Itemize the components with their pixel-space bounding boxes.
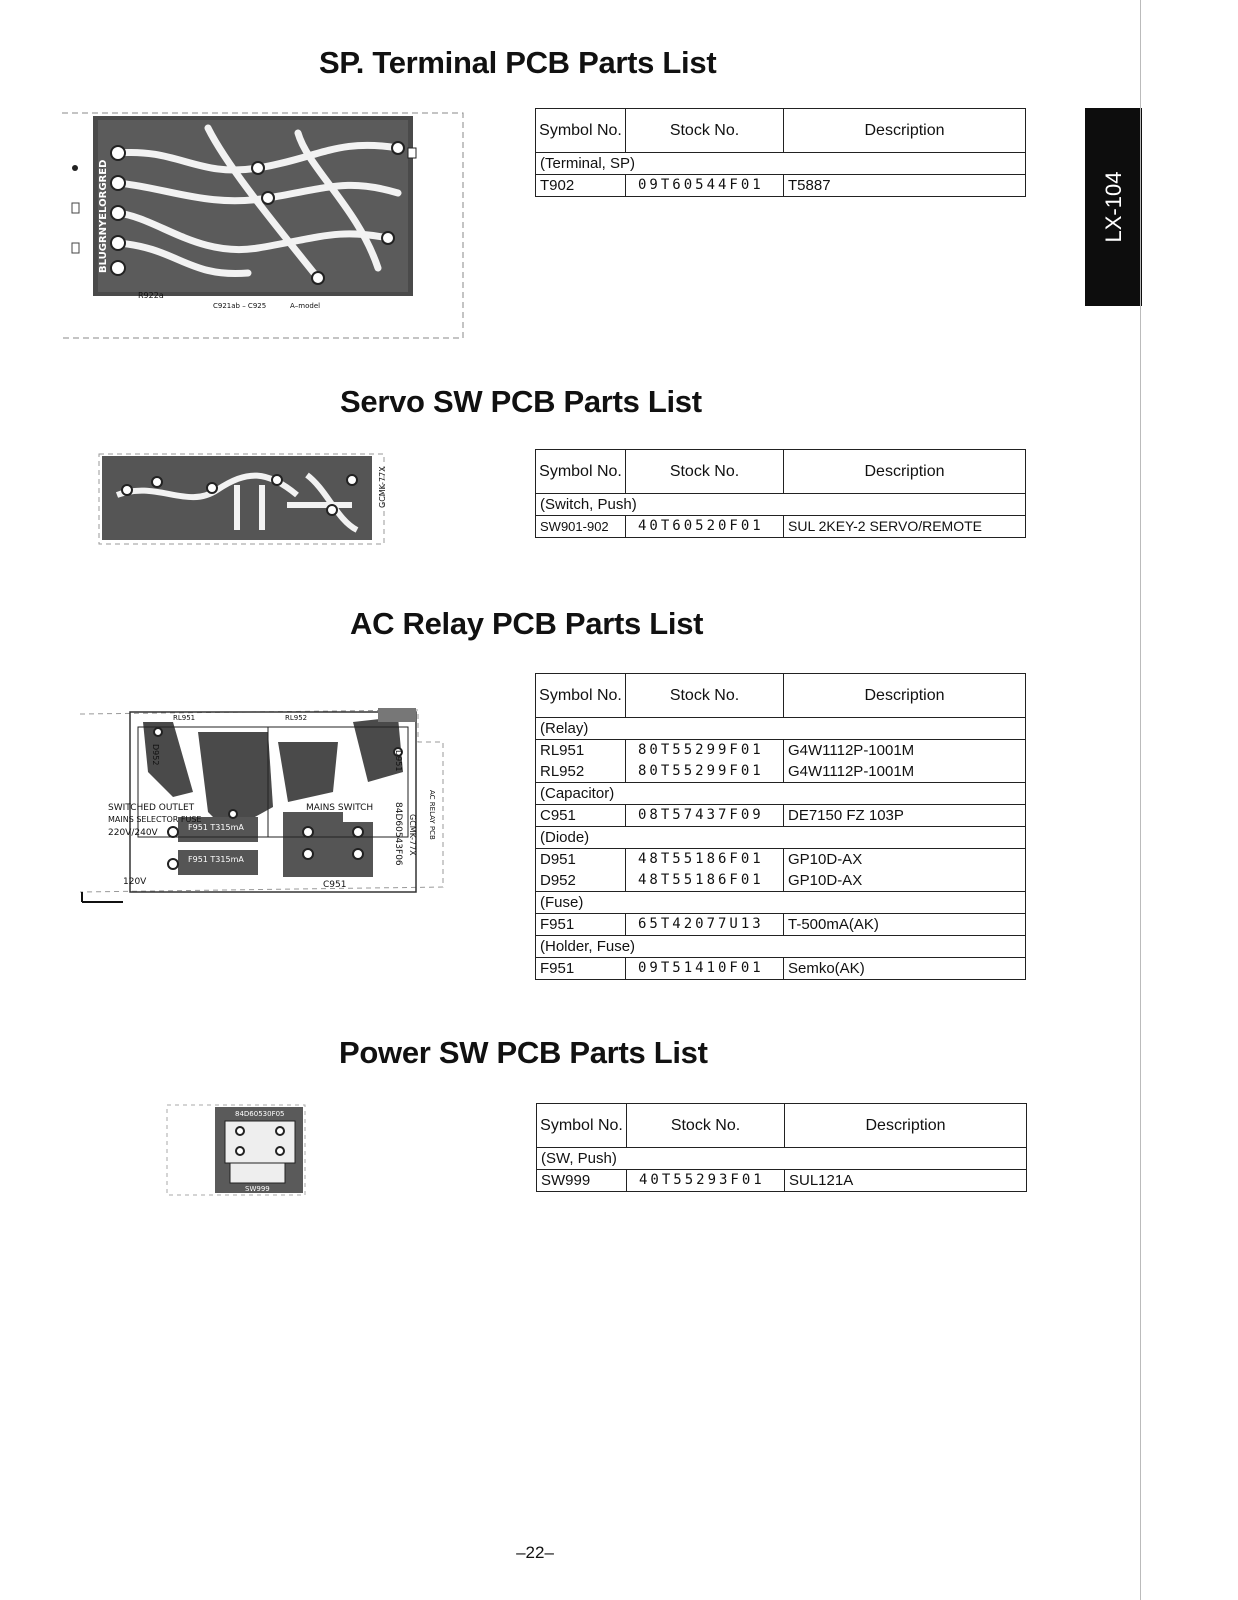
cell-stock: 48T55186F01 — [626, 870, 784, 892]
ac-pcb-relay-label: AC RELAY PCB — [428, 790, 436, 840]
ac-pcb-label-mains-switch: MAINS SWITCH — [306, 803, 374, 813]
power-pcb-code: 84D60530F05 — [235, 1110, 285, 1118]
table-row — [536, 805, 1026, 827]
cell-description: G4W1112P-1001M — [784, 761, 1026, 783]
sp-pcb-label-amodel: A–model — [290, 302, 321, 310]
cell-description: SUL121A — [785, 1170, 1027, 1192]
cell-symbol: C951 — [536, 805, 626, 827]
cell-symbol: SW901-902 — [536, 516, 626, 538]
servo-sw-parts-table — [535, 449, 1026, 538]
cell-stock: 80T55299F01 — [626, 761, 784, 783]
table-group-row: (SW, Push) — [537, 1148, 1027, 1170]
sp-pcb-wire-colors: BLUGRNYELORGRED — [98, 159, 109, 273]
cell-description: DE7150 FZ 103P — [784, 805, 1026, 827]
column-header-symbol: Symbol No. — [536, 109, 626, 153]
column-header-stock: Stock No. — [626, 450, 784, 494]
table-group-row: (Switch, Push) — [536, 494, 1026, 516]
table-group-row: (Holder, Fuse) — [536, 936, 1026, 958]
cell-symbol: F951 — [536, 914, 626, 936]
power-pcb-label-sw999: SW999 — [245, 1185, 270, 1193]
table-row — [537, 1170, 1027, 1192]
table-row — [536, 914, 1026, 936]
section-title-ac-relay: AC Relay PCB Parts List — [350, 606, 704, 641]
table-group-row: (Relay) — [536, 718, 1026, 740]
column-header-symbol: Symbol No. — [536, 674, 626, 718]
ac-pcb-label-f951-bottom: F951 T315mA — [188, 855, 244, 864]
cell-stock: 40T60520F01 — [626, 516, 784, 538]
servo-sw-pcb-diagram — [97, 450, 397, 552]
column-header-symbol: Symbol No. — [537, 1104, 627, 1148]
column-header-symbol: Symbol No. — [536, 450, 626, 494]
column-header-stock: Stock No. — [626, 674, 784, 718]
section-title-sp-terminal: SP. Terminal PCB Parts List — [319, 45, 717, 80]
ac-pcb-code: 84D60543F06 — [393, 802, 403, 866]
table-group-row: (Diode) — [536, 827, 1026, 849]
section-title-servo-sw: Servo SW PCB Parts List — [340, 384, 702, 419]
table-row — [536, 870, 1026, 892]
column-header-description: Description — [784, 674, 1026, 718]
table-group-row: (Terminal, SP) — [536, 153, 1026, 175]
sp-terminal-parts-table — [535, 108, 1026, 197]
cell-description: G4W1112P-1001M — [784, 740, 1026, 762]
cell-stock: 09T60544F01 — [626, 175, 784, 197]
table-row — [536, 175, 1026, 197]
sp-pcb-label-r922a: R922a — [138, 291, 164, 300]
cell-stock: 40T55293F01 — [627, 1170, 785, 1192]
servo-pcb-code: GCMK-77X — [378, 466, 387, 508]
section-title-power-sw: Power SW PCB Parts List — [339, 1035, 708, 1070]
page-number: –22– — [516, 1543, 554, 1562]
ac-pcb-label-selector-fuse: MAINS SELECTOR FUSE — [108, 815, 202, 824]
power-sw-parts-table — [536, 1103, 1027, 1192]
cell-stock: 09T51410F01 — [626, 958, 784, 980]
table-group-row: (Capacitor) — [536, 783, 1026, 805]
cell-stock: 08T57437F09 — [626, 805, 784, 827]
cell-description: GP10D-AX — [784, 849, 1026, 871]
column-header-stock: Stock No. — [627, 1104, 785, 1148]
ac-pcb-label-120v: 120V — [123, 877, 147, 887]
cell-symbol: RL951 — [536, 740, 626, 762]
cell-symbol: RL952 — [536, 761, 626, 783]
power-sw-pcb-diagram — [165, 1103, 310, 1198]
ac-pcb-label-220v: 220V/240V — [108, 828, 158, 838]
cell-stock: 48T55186F01 — [626, 849, 784, 871]
ac-pcb-label-rl951: RL951 — [173, 714, 196, 722]
cell-stock: 65T42077U13 — [626, 914, 784, 936]
sp-pcb-label-c921: C921ab – C925 — [213, 302, 267, 310]
page-edge-line — [1140, 0, 1141, 1600]
ac-pcb-label-d952: D952 — [151, 744, 160, 766]
model-side-tab-label: LX-104 — [1100, 171, 1126, 243]
column-header-description: Description — [784, 109, 1026, 153]
ac-pcb-label-rl952: RL952 — [285, 714, 308, 722]
cell-stock: 80T55299F01 — [626, 740, 784, 762]
model-side-tab — [1085, 108, 1142, 306]
table-group-row: (Fuse) — [536, 892, 1026, 914]
column-header-stock: Stock No. — [626, 109, 784, 153]
cell-description: SUL 2KEY-2 SERVO/REMOTE — [784, 516, 1026, 538]
cell-symbol: D952 — [536, 870, 626, 892]
cell-description: T-500mA(AK) — [784, 914, 1026, 936]
cell-description: GP10D-AX — [784, 870, 1026, 892]
ac-pcb-label-c951: C951 — [323, 880, 347, 890]
table-row — [536, 958, 1026, 980]
column-header-description: Description — [785, 1104, 1027, 1148]
cell-description: Semko(AK) — [784, 958, 1026, 980]
ac-pcb-label-f951-top: F951 T315mA — [188, 823, 244, 832]
cell-description: T5887 — [784, 175, 1026, 197]
ac-pcb-label-switched-outlet: SWITCHED OUTLET — [108, 803, 195, 813]
ac-relay-parts-table — [535, 673, 1026, 980]
ac-pcb-label-d951: D951 — [394, 750, 403, 772]
column-header-description: Description — [784, 450, 1026, 494]
sp-terminal-pcb-diagram — [58, 108, 473, 343]
cell-symbol: SW999 — [537, 1170, 627, 1192]
cell-symbol: F951 — [536, 958, 626, 980]
table-row — [536, 740, 1026, 762]
table-row — [536, 516, 1026, 538]
ac-relay-pcb-diagram — [78, 702, 453, 904]
ac-pcb-code2: GCMK-77X — [408, 814, 417, 856]
table-row — [536, 849, 1026, 871]
table-row — [536, 761, 1026, 783]
cell-symbol: T902 — [536, 175, 626, 197]
cell-symbol: D951 — [536, 849, 626, 871]
